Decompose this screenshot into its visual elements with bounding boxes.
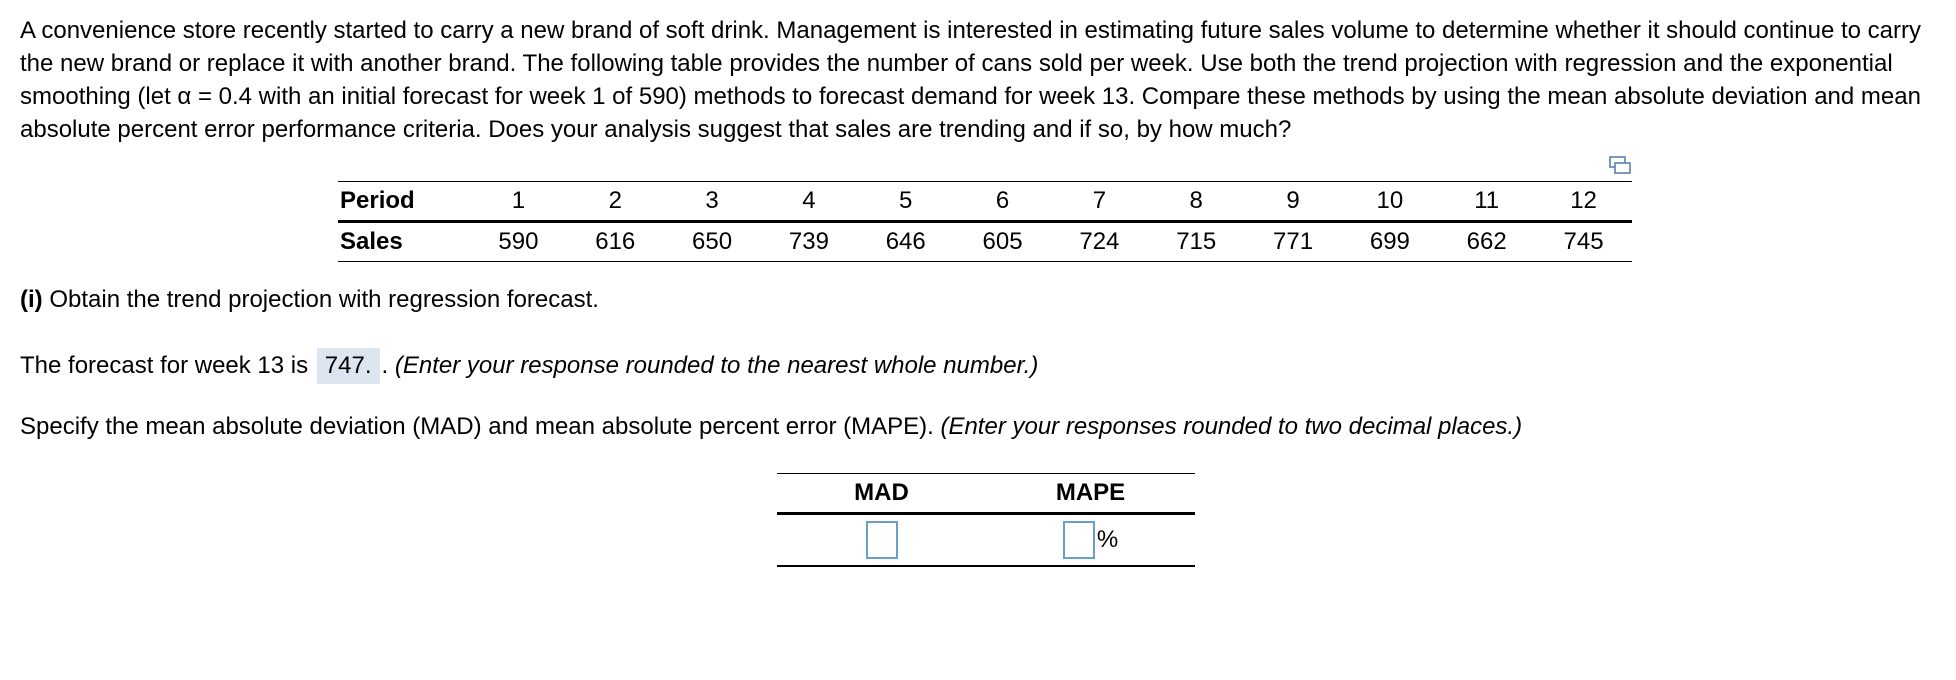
copy-table-icon[interactable] <box>1608 155 1632 177</box>
mad-input[interactable] <box>866 521 898 559</box>
mad-mape-table <box>777 473 1195 567</box>
period-cell: 4 <box>760 182 857 222</box>
forecast-after: . <box>381 352 395 379</box>
period-cell: 11 <box>1438 182 1535 222</box>
sales-data-table <box>338 181 1632 262</box>
sales-label: Sales <box>338 222 470 262</box>
sales-cell: 616 <box>567 222 664 262</box>
sales-cell: 715 <box>1148 222 1245 262</box>
period-cell: 8 <box>1148 182 1245 222</box>
period-cell: 6 <box>954 182 1051 222</box>
mad-mape-instruction: (Enter your responses rounded to two decimal places.) <box>940 413 1523 440</box>
period-cell: 3 <box>664 182 761 222</box>
period-cell: 1 <box>470 182 567 222</box>
sales-cell: 646 <box>857 222 954 262</box>
forecast-answer-box[interactable]: 747. <box>317 348 380 384</box>
sales-cell: 745 <box>1535 222 1632 262</box>
answer-input-row <box>777 514 1195 567</box>
sales-cell: 724 <box>1051 222 1148 262</box>
period-cell: 9 <box>1245 182 1342 222</box>
mape-header: MAPE <box>986 474 1195 514</box>
mape-cell <box>986 514 1195 567</box>
sales-cell: 739 <box>760 222 857 262</box>
percent-sign: % <box>1096 526 1119 553</box>
mad-header: MAD <box>777 474 986 514</box>
sales-cell: 662 <box>1438 222 1535 262</box>
period-cell: 7 <box>1051 182 1148 222</box>
problem-statement: A convenience store recently started to carry a new brand of soft drink. Management is interested in estimating future sales volume to determine whether it should continue to carry the new brand or replace it with another brand. The following table provides the number of cans sold per week. Use both the trend projection with regression and the exponential smoothing (let α = 0.4 with an initial forecast for week 1 of 590) methods to forecast demand for week 13. Compare these methods by using the mean absolute deviation and mean absolute percent error performance criteria. Does your analysis suggest that sales are trending and if so, by how much? <box>20 17 1921 143</box>
part-i-text: Obtain the trend projection with regression forecast. <box>42 286 599 313</box>
answer-header-row <box>777 474 1195 514</box>
sales-cell: 590 <box>470 222 567 262</box>
mape-input[interactable] <box>1063 521 1095 559</box>
sales-row <box>338 222 1632 262</box>
forecast-question <box>20 348 1038 384</box>
sales-cell: 771 <box>1245 222 1342 262</box>
period-row <box>338 182 1632 222</box>
period-cell: 5 <box>857 182 954 222</box>
part-i-label: (i) <box>20 286 43 313</box>
sales-cell: 605 <box>954 222 1051 262</box>
mad-mape-question <box>20 413 1522 441</box>
period-cell: 12 <box>1535 182 1632 222</box>
forecast-instruction: (Enter your response rounded to the nearest whole number.) <box>394 352 1039 379</box>
sales-cell: 650 <box>664 222 761 262</box>
period-cell: 2 <box>567 182 664 222</box>
period-label: Period <box>338 182 470 222</box>
period-cell: 10 <box>1341 182 1438 222</box>
mad-cell <box>777 514 986 567</box>
forecast-prefix: The forecast for week 13 is <box>20 352 315 379</box>
part-i-heading <box>20 286 599 314</box>
sales-cell: 699 <box>1341 222 1438 262</box>
mad-mape-prompt: Specify the mean absolute deviation (MAD) and mean absolute percent error (MAPE). <box>20 413 941 440</box>
